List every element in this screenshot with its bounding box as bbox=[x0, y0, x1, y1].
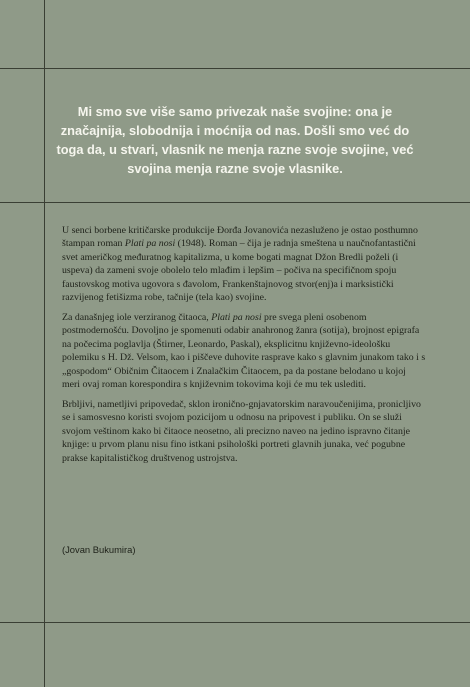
paragraph-1: U senci borbene kritičarske produkcije Đorđa Jovanovića nezasluženo je ostao posthumno štampan roman Plati pa nosi (1948). Roman – čija je radnja smeštena u naučnofantastični svet američkog međuratnog kapitalizma, u kome bogati magnat Džon Bredli poželi (i uspeva) da zameni svoje obolelo telo mlađim i lepšim – počiva na specifičnom spoju faustovskog motiva ugovora s đavolom, Frankenštajnovog stvor(enj)a i marksistički razvijenog fetišizma robe, tačnije (tela kao) svojine. bbox=[62, 225, 418, 304]
paragraph-2: Za današnjeg iole verziranog čitaoca, Plati pa nosi pre svega pleni osobenom postmodernošću. Dovoljno je spomenuti odabir anahronog žanra (sotija), brojnost epigrafa na počecima poglavlja (Štirner, Leonardo, Paskal), eksplicitnu književno-ideološku polemiku s H. Dž. Velsom, kao i piščeve duhovite rasprave kako s glavnim junakom tako i s „gospodom“ Običnim Čitaocem i Znalačkim Čitaocem, pa da postane belodano u kojoj meri ovaj roman korespondira s književnim tokovima koji će mu tek uslediti. bbox=[62, 311, 426, 390]
book-title: Plati pa nosi bbox=[211, 311, 262, 323]
paragraph-3: Brbljivi, nametljivi pripovedač, sklon ironično-gnjavatorskim naravoučenijima, pronicljivo se i samosvesno koristi svojom pozicijom u odnosu na pripovest i publiku. On se služi svojom veštinom kako bi čitaoce neosetno, ali precizno naveo na jedino ispravno čitanje knjige: u prvom planu nisu fino istkani psihološki portreti glavnih junaka, već pogubne prakse kapitalističkog društvenog ustrojstva. bbox=[62, 398, 421, 464]
vertical-rule bbox=[44, 0, 45, 687]
book-title: Plati pa nosi bbox=[124, 238, 176, 250]
epigraph-quote: Mi smo sve više samo privezak naše svojine: ona je značajnija, slobodnija i moćnija od nas. Došli smo već do toga da, u stvari, vlasnik ne menja razne svoje svojine, već svojina menja razne svoje vlasnike. bbox=[56, 104, 414, 176]
blurb-text bbox=[62, 224, 426, 471]
author-signature: (Jovan Bukumira) bbox=[62, 544, 136, 555]
bottom-rule bbox=[0, 622, 470, 623]
middle-rule bbox=[0, 202, 470, 203]
top-rule bbox=[0, 68, 470, 69]
